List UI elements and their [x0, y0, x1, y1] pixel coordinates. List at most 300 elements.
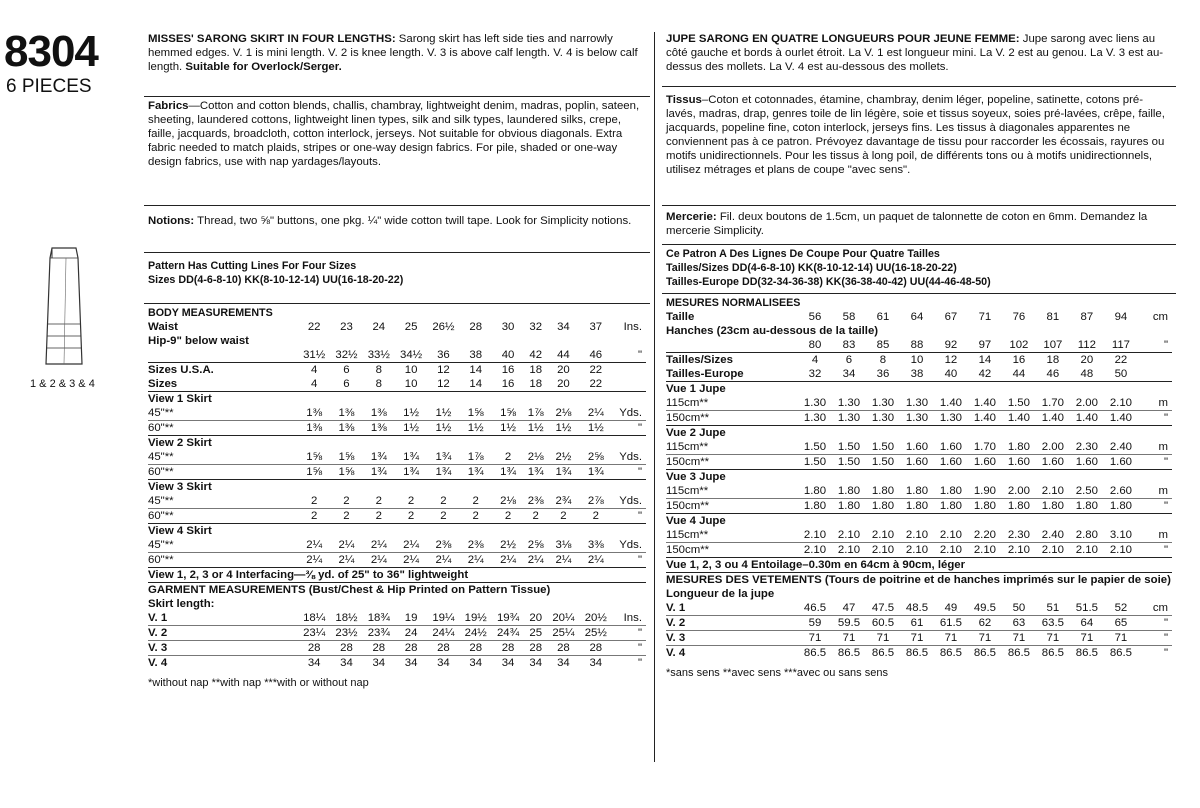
section-label: View 3 Skirt: [148, 481, 212, 493]
en-description: [144, 30, 650, 97]
cell-value: 22: [589, 378, 603, 390]
cell-value: 18: [1046, 354, 1060, 366]
row-label: 45"**: [148, 451, 174, 463]
cell-value: 12: [437, 378, 450, 390]
cell-value: 2.40: [1109, 441, 1133, 453]
cell-value: 81: [1046, 311, 1060, 323]
cell-value: 76: [1012, 311, 1026, 323]
row-label: Sizes U.S.A.: [148, 364, 214, 376]
cell-value: 2.10: [939, 544, 963, 556]
fr-desc-text: Jupe sarong avec liens au côté gauche et bords à ourlet étroit. La V. 1 est longueur mini. La V. 2 est au genou. La V. 3 est au-dessus des mollets. La V. 4 est au-dessous des mollets.: [666, 33, 1164, 73]
table-row: [666, 631, 1172, 646]
cell-value: 46: [1046, 368, 1060, 380]
unit-label: Yds.: [619, 495, 642, 507]
cell-value: 86.5: [973, 647, 996, 659]
cell-value: 92: [944, 339, 958, 351]
skirt-length-label: Longueur de la jupe: [666, 588, 775, 600]
cell-value: 1.50: [803, 441, 827, 453]
cell-value: 2: [504, 510, 512, 522]
cell-value: 20: [529, 612, 543, 624]
table-row: [666, 470, 1172, 485]
section-label: Vue 3 Jupe: [666, 471, 726, 483]
unit-label: m: [1158, 441, 1168, 453]
table-row: [148, 320, 646, 334]
row-label: 115cm**: [666, 441, 709, 453]
unit-label: ": [1163, 544, 1168, 556]
cell-value: 87: [1080, 311, 1094, 323]
cell-value: 16: [501, 364, 515, 376]
table-row: [148, 421, 646, 436]
cell-value: 1⅜: [370, 422, 387, 434]
cell-value: 34: [340, 657, 353, 669]
cell-value: 1¾: [370, 451, 387, 463]
cell-value: 1.30: [939, 412, 963, 424]
table-row: [666, 601, 1172, 616]
cell-value: 4: [811, 354, 819, 366]
cell-value: 3⅜: [587, 539, 604, 551]
cell-value: 61: [910, 617, 924, 629]
cell-value: 1⅝: [338, 451, 355, 463]
cell-value: 2¼: [500, 554, 516, 566]
cell-value: 10: [404, 378, 418, 390]
cell-value: 1⅞: [527, 407, 544, 419]
table-row: [666, 646, 1172, 661]
row-label: V. 4: [148, 657, 168, 669]
cell-value: 2½: [500, 539, 516, 551]
cell-value: 85: [876, 339, 890, 351]
table-row: [666, 587, 1172, 601]
cell-value: 1¾: [370, 466, 387, 478]
cell-value: 1¾: [467, 466, 484, 478]
cell-value: 1.60: [905, 441, 929, 453]
row-label: 60"**: [148, 466, 174, 478]
row-label: V. 1: [666, 602, 686, 614]
unit-label: ": [1163, 632, 1168, 644]
unit-label: ": [637, 466, 642, 478]
cell-value: 1.30: [871, 412, 895, 424]
cell-value: 2: [375, 495, 382, 507]
cell-value: 1¾: [435, 466, 452, 478]
cell-value: 3.10: [1109, 529, 1133, 541]
table-row: [666, 367, 1172, 382]
cell-value: 1.30: [871, 397, 895, 409]
cell-value: 1.50: [871, 441, 895, 453]
section-label: Vue 1 Jupe: [666, 383, 726, 395]
row-label: V. 3: [666, 632, 686, 644]
cell-value: 2.00: [1007, 485, 1030, 497]
cell-value: 2.10: [837, 529, 861, 541]
table-row: [148, 450, 646, 465]
cell-value: 2: [592, 510, 599, 522]
cell-value: 18½: [335, 612, 358, 624]
cell-value: 46.5: [803, 602, 827, 614]
cell-value: 2: [472, 495, 479, 507]
cell-value: 1¾: [587, 466, 604, 478]
interfacing-note: View 1, 2, 3 or 4 Interfacing—⅜ yd. of 25" to 36" lightweight: [148, 569, 469, 581]
cell-value: 2.00: [1075, 397, 1098, 409]
cell-value: 47: [842, 602, 856, 614]
unit-label: ": [637, 510, 642, 522]
cell-value: 19½: [464, 612, 487, 624]
table-row: [666, 353, 1172, 368]
cell-value: 62: [978, 617, 992, 629]
cell-value: 1.30: [905, 397, 929, 409]
fr-body-title: MESURES NORMALISEES: [666, 297, 801, 309]
cell-value: 1½: [500, 422, 516, 434]
unit-label: Ins.: [623, 321, 642, 333]
table-row: [148, 392, 646, 407]
cell-value: 24¾: [496, 627, 520, 639]
en-notions-text: Thread, two ⅝" buttons, one pkg. ¼" wide cotton twill tape. Look for Simplicity notions.: [194, 215, 632, 227]
cell-value: 6: [343, 378, 350, 390]
row-label: 60"**: [148, 510, 174, 522]
row-label: 45"**: [148, 539, 174, 551]
cell-value: 50: [1012, 602, 1026, 614]
cell-value: 34: [437, 657, 450, 669]
unit-label: Yds.: [619, 407, 642, 419]
en-fabrics: [144, 97, 650, 206]
cell-value: 28: [437, 642, 450, 654]
cell-value: 1.80: [1075, 500, 1098, 512]
cell-value: 19¾: [496, 612, 520, 624]
unit-label: m: [1158, 397, 1168, 409]
table-row: [148, 583, 646, 598]
cell-value: 1⅜: [338, 407, 355, 419]
cell-value: 1⅜: [306, 407, 323, 419]
cell-value: 67: [944, 311, 958, 323]
table-row: [148, 553, 646, 568]
cell-value: 1⅜: [306, 422, 323, 434]
cell-value: 1¾: [403, 466, 420, 478]
fr-measure-table: [666, 310, 1172, 660]
unit-label: [612, 363, 646, 378]
cell-value: 2¼: [403, 539, 420, 551]
cell-value: 1.40: [973, 412, 996, 424]
cell-value: 18¼: [303, 612, 326, 624]
unit-label: ": [1163, 617, 1168, 629]
cell-value: 14: [469, 378, 483, 390]
cell-value: 32½: [335, 349, 358, 361]
cell-value: 2⅝: [587, 451, 604, 463]
cell-value: 2: [440, 495, 447, 507]
table-row: [666, 338, 1172, 353]
cell-value: 8: [375, 378, 382, 390]
cell-value: 2⅛: [500, 495, 516, 507]
cell-value: 86.5: [1109, 647, 1133, 659]
cell-value: 88: [910, 339, 924, 351]
cell-value: 83: [842, 339, 856, 351]
fr-fabrics-title: Tissus: [666, 94, 702, 106]
cell-value: 112: [1077, 339, 1096, 351]
cell-value: 51: [1046, 602, 1060, 614]
cell-value: 3⅛: [555, 539, 572, 551]
row-label: Sizes: [148, 378, 178, 390]
table-row: [148, 641, 646, 656]
cell-value: 48.5: [905, 602, 929, 614]
table-row: [666, 310, 1172, 324]
cell-value: 1.80: [1109, 500, 1133, 512]
cell-value: 24: [372, 321, 386, 333]
cell-value: 19: [404, 612, 418, 624]
section-label: Hip-9" below waist: [148, 335, 249, 347]
cell-value: 1.60: [1109, 456, 1133, 468]
cell-value: 1.60: [1041, 456, 1064, 468]
cell-value: 71: [978, 311, 992, 323]
cell-value: 23½: [335, 627, 358, 639]
cell-value: 1.30: [837, 412, 861, 424]
cell-value: 1.40: [973, 397, 996, 409]
cell-value: 1⅝: [467, 407, 484, 419]
table-row: [148, 626, 646, 641]
cell-value: 1½: [403, 407, 420, 419]
cell-value: 71: [842, 632, 856, 644]
cell-value: 44: [1012, 368, 1026, 380]
en-cut-sizes: Sizes DD(4-6-8-10) KK(8-10-12-14) UU(16-18-20-22): [148, 274, 404, 286]
cell-value: 1.90: [973, 485, 996, 497]
unit-label: ": [637, 657, 642, 669]
cell-value: 64: [910, 311, 924, 323]
cell-value: 65: [1114, 617, 1128, 629]
cell-value: 40: [501, 349, 515, 361]
row-label: 115cm**: [666, 485, 709, 497]
cell-value: 2.10: [1007, 544, 1030, 556]
row-label: [148, 348, 298, 363]
cell-value: 51.5: [1075, 602, 1098, 614]
cell-value: 28: [469, 321, 483, 333]
cell-value: 1.80: [871, 500, 895, 512]
cell-value: 22: [1114, 354, 1128, 366]
cell-value: 117: [1111, 339, 1131, 351]
cell-value: 2¾: [555, 495, 572, 507]
cell-value: 28: [529, 642, 543, 654]
cell-value: 2⅛: [555, 407, 572, 419]
en-cutting-lines: [144, 253, 650, 304]
cell-value: 56: [808, 311, 822, 323]
cell-value: 2¼: [587, 554, 604, 566]
cell-value: 1.80: [803, 485, 827, 497]
cell-value: 2⅜: [467, 539, 484, 551]
cell-value: 34: [501, 657, 515, 669]
table-row: [148, 509, 646, 524]
cell-value: 86.5: [803, 647, 827, 659]
cell-value: 61.5: [939, 617, 963, 629]
cell-value: 2.10: [1109, 544, 1133, 556]
cell-value: 2.10: [1109, 397, 1133, 409]
cell-value: 86.5: [1041, 647, 1064, 659]
cell-value: 63: [1012, 617, 1026, 629]
cell-value: 36: [876, 368, 890, 380]
table-row: [148, 480, 646, 495]
cell-value: 4: [310, 364, 318, 376]
cell-value: 10: [910, 354, 924, 366]
cell-value: 20: [557, 378, 570, 390]
cell-value: 42: [529, 349, 543, 361]
cell-value: 2: [310, 510, 318, 522]
table-row: [148, 597, 646, 611]
cell-value: 18: [529, 378, 543, 390]
cell-value: 2¼: [306, 554, 323, 566]
cell-value: 1.40: [939, 397, 963, 409]
fr-cutting-lines: [662, 245, 1176, 294]
unit-label: ": [637, 554, 642, 566]
cell-value: 1⅝: [306, 451, 323, 463]
section-label: Vue 2 Jupe: [666, 427, 726, 439]
row-label: 150cm**: [666, 456, 710, 468]
cell-value: 19¼: [432, 612, 455, 624]
cell-value: 20¼: [552, 612, 575, 624]
en-cut-title: Pattern Has Cutting Lines For Four Sizes: [148, 260, 357, 272]
cell-value: 2.10: [1041, 485, 1064, 497]
french-column: [662, 30, 1176, 680]
row-label: V. 3: [148, 642, 168, 654]
table-row: [666, 616, 1172, 631]
cell-value: 1.60: [1075, 456, 1098, 468]
cell-value: 1.50: [837, 456, 861, 468]
cell-value: 60.5: [871, 617, 895, 629]
unit-label: ": [637, 642, 642, 654]
cell-value: 2¼: [467, 554, 484, 566]
cell-value: 42: [978, 368, 992, 380]
row-label: 60"**: [148, 422, 174, 434]
table-row: [666, 455, 1172, 470]
cell-value: 1½: [435, 422, 452, 434]
cell-value: 34: [529, 657, 543, 669]
cell-value: 61: [876, 311, 890, 323]
table-row: [666, 440, 1172, 455]
unit-label: ": [637, 349, 642, 361]
cell-value: 1½: [435, 407, 452, 419]
cell-value: 28: [340, 642, 353, 654]
cell-value: 1.80: [905, 500, 929, 512]
cell-value: 1.60: [973, 456, 996, 468]
cell-value: 18: [529, 364, 543, 376]
skirt-sketch-icon: [30, 244, 100, 372]
cell-value: 2.60: [1109, 485, 1133, 497]
unit-label: ": [1163, 647, 1168, 659]
cell-value: 1.60: [939, 441, 963, 453]
cell-value: 1.60: [939, 456, 963, 468]
cell-value: 28: [307, 642, 321, 654]
unit-label: ": [1163, 456, 1168, 468]
section-label: View 1 Skirt: [148, 393, 212, 405]
cell-value: 2: [532, 510, 539, 522]
fr-fabrics-text: –Coton et cotonnades, étamine, chambray, denim léger, popeline, satinette, cotons pré-lavés, madras, drap, genres toile de lin légère, soie et tissus soyeux, soies pré-lavées, crêpe, faille, jacquards, popeline fine, coton interlock, jerseys fins. Les tissus à diagonales apparentes ne conviennent pas à ce patron. Prévoyez davantage de tissu pour raccorder les écossais, rayures ou motifs unidirectionnels. Pour les tissus à long poil, de différents tons ou à motifs unidirectionnels, utilisez métrages et plans de coupe "avec sens".: [666, 94, 1165, 176]
cell-value: 40: [944, 368, 958, 380]
table-row: [666, 426, 1172, 441]
unit-label: ": [1163, 412, 1168, 424]
cell-value: 31½: [303, 349, 326, 361]
cell-value: 24: [404, 627, 418, 639]
cell-value: 34: [589, 657, 603, 669]
table-row: [148, 465, 646, 480]
cell-value: 1.40: [1075, 412, 1098, 424]
cell-value: 1.80: [803, 500, 827, 512]
cell-value: 14: [978, 354, 992, 366]
cell-value: 32: [529, 321, 543, 333]
table-row: [666, 484, 1172, 499]
table-row: [148, 348, 646, 363]
cell-value: 2.00: [1041, 441, 1064, 453]
cell-value: 30: [501, 321, 515, 333]
cell-value: 34: [469, 657, 483, 669]
table-row: [666, 528, 1172, 543]
cell-value: 28: [372, 642, 386, 654]
cell-value: 64: [1080, 617, 1094, 629]
unit-label: [1138, 367, 1172, 382]
cell-value: 97: [978, 339, 992, 351]
cell-value: 2.10: [905, 529, 929, 541]
fr-body-measurements: [662, 294, 1176, 660]
row-label: Tailles/Sizes: [666, 354, 733, 366]
unit-label: [612, 377, 646, 392]
fr-fabrics: [662, 87, 1176, 206]
table-row: [666, 396, 1172, 411]
cell-value: 6: [845, 354, 853, 366]
cell-value: 1¾: [435, 451, 452, 463]
cell-value: 20: [1080, 354, 1094, 366]
cell-value: 86.5: [939, 647, 963, 659]
cell-value: 2¼: [555, 554, 572, 566]
cell-value: 71: [1012, 632, 1026, 644]
table-row: [148, 568, 646, 583]
cell-value: 32: [808, 368, 822, 380]
cell-value: 2.10: [871, 544, 895, 556]
section-label: Vue 4 Jupe: [666, 515, 726, 527]
cell-value: 71: [910, 632, 924, 644]
cell-value: 18¾: [367, 612, 390, 624]
en-body-title: BODY MEASUREMENTS: [148, 307, 273, 319]
cell-value: 1¾: [527, 466, 544, 478]
cell-value: 1.30: [803, 412, 827, 424]
fr-cut-sizes: Tailles/Sizes DD(4-6-8-10) KK(8-10-12-14) UU(16-18-20-22): [666, 262, 957, 274]
row-label: 115cm**: [666, 397, 709, 409]
row-label: [666, 338, 798, 353]
cell-value: 24¼: [432, 627, 455, 639]
cell-value: 94: [1114, 311, 1128, 323]
cell-value: 1¾: [555, 466, 572, 478]
cell-value: 12: [437, 364, 450, 376]
cell-value: 1.80: [1041, 500, 1064, 512]
en-measure-table: [148, 320, 646, 670]
cell-value: 37: [589, 321, 603, 333]
row-label: V. 2: [148, 627, 168, 639]
cell-value: 2.10: [803, 529, 827, 541]
cell-value: 1⅞: [467, 451, 484, 463]
cell-value: 2¼: [338, 539, 355, 551]
cell-value: 2: [310, 495, 318, 507]
cell-value: 71: [1080, 632, 1094, 644]
unit-label: cm: [1152, 602, 1168, 614]
table-row: [148, 538, 646, 553]
row-label: V. 2: [666, 617, 686, 629]
cell-value: 1.40: [1109, 412, 1133, 424]
cell-value: 1½: [587, 422, 604, 434]
table-row: [148, 611, 646, 626]
cell-value: 2¼: [435, 554, 452, 566]
cell-value: 1½: [555, 422, 572, 434]
cell-value: 63.5: [1041, 617, 1064, 629]
cell-value: 25: [529, 627, 543, 639]
cell-value: 22: [589, 364, 603, 376]
row-label: 150cm**: [666, 412, 710, 424]
cell-value: 2: [407, 495, 415, 507]
cell-value: 86.5: [871, 647, 895, 659]
cell-value: 71: [808, 632, 822, 644]
cell-value: 71: [876, 632, 890, 644]
table-row: [666, 514, 1172, 529]
garment-title: MESURES DES VETEMENTS (Tours de poitrine et de hanches imprimés sur le papier de soie): [666, 574, 1171, 586]
sizes-views-label: 1 & 2 & 3 & 4: [30, 378, 95, 390]
